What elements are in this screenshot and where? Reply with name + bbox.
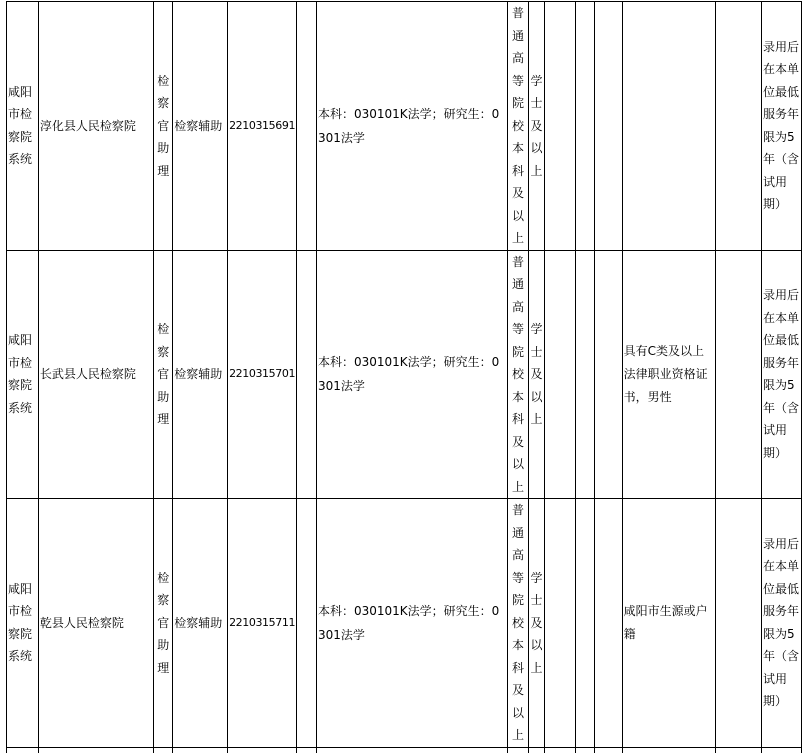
empty-cell xyxy=(173,747,228,753)
table-row xyxy=(7,2,802,251)
empty-cell xyxy=(508,747,529,753)
service-cell: 录用后在本单位最低服务年限为5年（含试用期） xyxy=(761,250,801,499)
system-cell: 咸阳市检察院系统 xyxy=(7,250,39,499)
position-cell: 检察官助理 xyxy=(154,499,173,748)
education-cell: 普通高等院校本科及以上 xyxy=(508,250,529,499)
empty-cell xyxy=(297,499,317,748)
category-cell: 检察辅助 xyxy=(173,250,228,499)
major-cell: 本科：030101K法学；研究生：0301法学 xyxy=(316,499,507,748)
category-cell: 检察辅助 xyxy=(173,2,228,251)
empty-cell xyxy=(716,499,762,748)
education-cell: 普通高等院校本科及以上 xyxy=(508,2,529,251)
empty-cell xyxy=(575,499,594,748)
position-cell: 检察官助理 xyxy=(154,250,173,499)
table-row xyxy=(7,250,802,499)
service-cell: 录用后在本单位最低服务年限为5年（含试用期） xyxy=(761,2,801,251)
degree-cell: 学士及以上 xyxy=(528,499,544,748)
unit-cell: 长武县人民检察院 xyxy=(38,250,153,499)
major-cell: 本科：030101K法学；研究生：0301法学 xyxy=(316,250,507,499)
system-cell: 咸阳市检察院系统 xyxy=(7,2,39,251)
empty-cell xyxy=(528,747,544,753)
empty-cell xyxy=(544,250,575,499)
system-cell: 咸阳市检察院系统 xyxy=(7,499,39,748)
degree-cell: 学士及以上 xyxy=(528,250,544,499)
code-cell: 2210315701 xyxy=(228,250,297,499)
table-row xyxy=(7,499,802,748)
empty-cell xyxy=(594,2,622,251)
position-cell: 检察官助理 xyxy=(154,2,173,251)
empty-cell xyxy=(594,747,622,753)
empty-cell xyxy=(575,2,594,251)
empty-cell xyxy=(716,2,762,251)
code-cell: 2210315711 xyxy=(228,499,297,748)
unit-cell: 淳化县人民检察院 xyxy=(38,2,153,251)
other-requirements-cell: 具有C类及以上法律职业资格证书，男性 xyxy=(622,250,716,499)
empty-cell xyxy=(544,499,575,748)
empty-cell xyxy=(38,747,153,753)
degree-cell: 学士及以上 xyxy=(528,2,544,251)
unit-cell: 乾县人民检察院 xyxy=(38,499,153,748)
empty-cell xyxy=(297,2,317,251)
education-cell: 普通高等院校本科及以上 xyxy=(508,499,529,748)
table-row-partial xyxy=(7,747,802,753)
major-cell: 本科：030101K法学；研究生：0301法学 xyxy=(316,2,507,251)
empty-cell xyxy=(297,747,317,753)
other-requirements-cell xyxy=(622,2,716,251)
empty-cell xyxy=(761,747,801,753)
other-requirements-cell: 咸阳市生源或户籍 xyxy=(622,499,716,748)
empty-cell xyxy=(297,250,317,499)
empty-cell xyxy=(622,747,716,753)
empty-cell xyxy=(544,2,575,251)
empty-cell xyxy=(716,747,762,753)
empty-cell xyxy=(575,250,594,499)
empty-cell xyxy=(594,499,622,748)
empty-cell xyxy=(575,747,594,753)
empty-cell xyxy=(154,747,173,753)
empty-cell xyxy=(544,747,575,753)
code-cell: 2210315691 xyxy=(228,2,297,251)
recruitment-table xyxy=(6,1,802,753)
empty-cell xyxy=(594,250,622,499)
empty-cell xyxy=(716,250,762,499)
service-cell: 录用后在本单位最低服务年限为5年（含试用期） xyxy=(761,499,801,748)
empty-cell xyxy=(228,747,297,753)
category-cell: 检察辅助 xyxy=(173,499,228,748)
empty-cell xyxy=(316,747,507,753)
empty-cell xyxy=(7,747,39,753)
